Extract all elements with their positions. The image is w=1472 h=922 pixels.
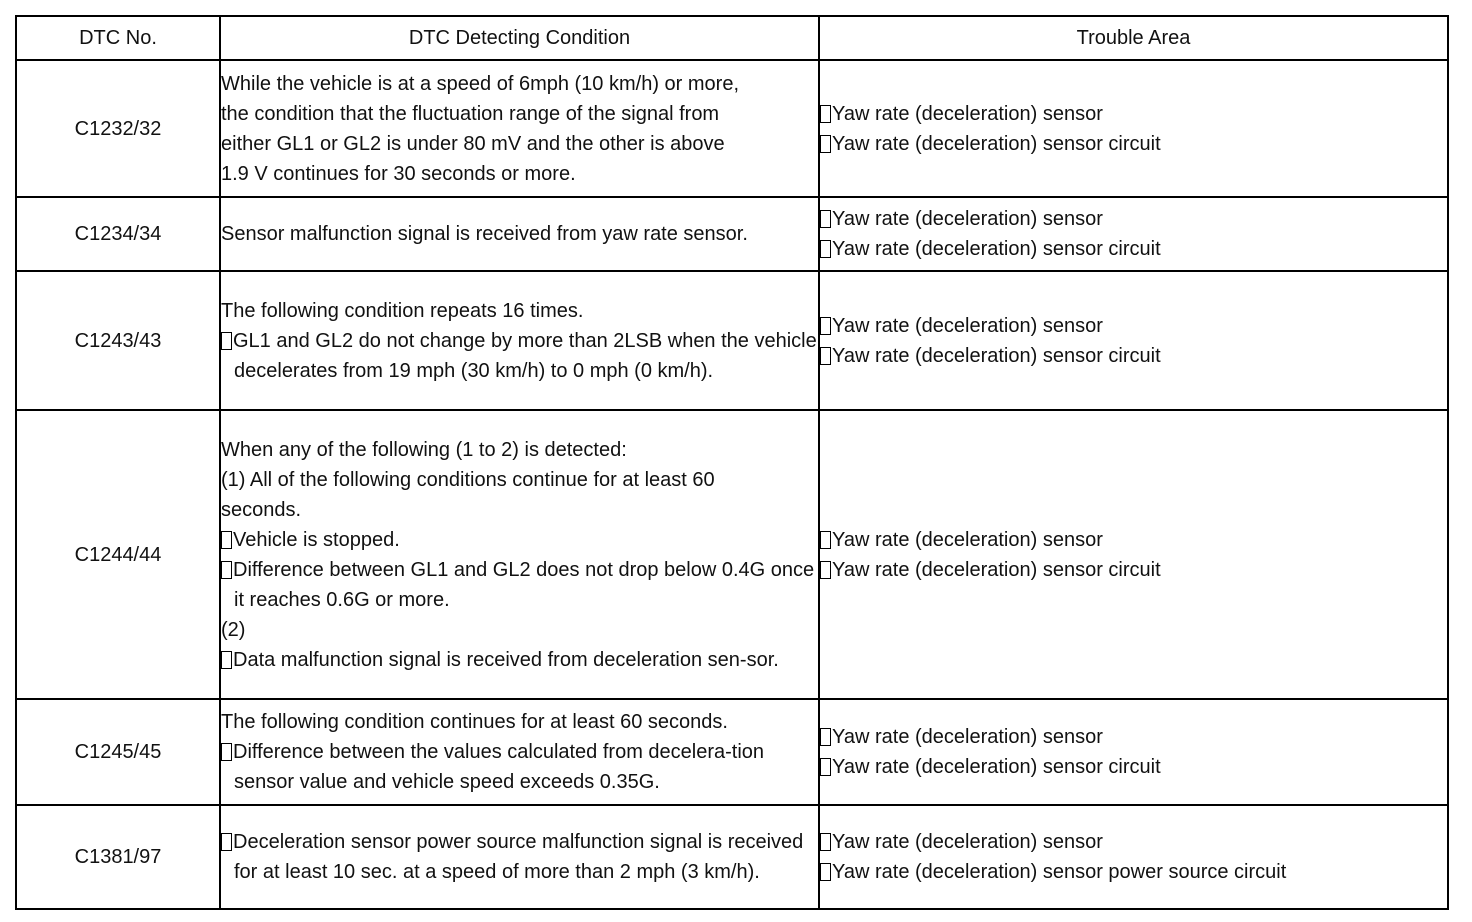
condition-line [221, 707, 818, 737]
table-row [16, 410, 1448, 699]
condition-line [221, 495, 818, 525]
detecting-condition [220, 805, 819, 909]
condition-bullet [221, 326, 818, 386]
trouble-area-text: Yaw rate (deceleration) sensor power source circuit [832, 861, 1287, 883]
trouble-area [819, 60, 1448, 197]
table-row [16, 60, 1448, 197]
checkbox-square-icon [820, 561, 831, 579]
checkbox-square-icon [820, 317, 831, 335]
condition-text: Difference between GL1 and GL2 does not drop below 0.4G once it reaches 0.6G or more. [233, 558, 815, 611]
detecting-condition [220, 699, 819, 805]
condition-line [221, 465, 818, 495]
trouble-area-text: Yaw rate (deceleration) sensor [832, 208, 1103, 230]
checkbox-square-icon [820, 758, 831, 776]
checkbox-square-icon [820, 833, 831, 851]
condition-line [221, 296, 818, 326]
trouble-area-text: Yaw rate (deceleration) sensor [832, 726, 1103, 748]
checkbox-square-icon [820, 105, 831, 123]
trouble-area [819, 271, 1448, 410]
header-row [16, 16, 1448, 60]
trouble-area-item [820, 857, 1447, 887]
table-row [16, 197, 1448, 271]
trouble-area-item [820, 555, 1447, 585]
checkbox-square-icon [221, 833, 232, 851]
checkbox-square-icon [820, 240, 831, 258]
condition-bullet [221, 737, 818, 797]
table-row [16, 699, 1448, 805]
trouble-area [819, 805, 1448, 909]
checkbox-square-icon [221, 651, 232, 669]
condition-text: Deceleration sensor power source malfunction signal is received for at least 10 sec. at a speed of more than 2 mph (3 km/h). [233, 831, 804, 883]
checkbox-square-icon [820, 135, 831, 153]
trouble-area-item [820, 234, 1447, 264]
condition-text: The following condition continues for at least 60 seconds. [221, 711, 728, 733]
checkbox-square-icon [221, 561, 232, 579]
header-detecting-condition: DTC Detecting Condition [220, 16, 819, 60]
checkbox-square-icon [820, 347, 831, 365]
condition-text: (2) [221, 618, 246, 641]
trouble-area-item [820, 311, 1447, 341]
trouble-area-item [820, 99, 1447, 129]
trouble-area-text: Yaw rate (deceleration) sensor circuit [832, 558, 1161, 581]
condition-text: When any of the following (1 to 2) is detected: [221, 438, 627, 461]
trouble-area-text: Yaw rate (deceleration) sensor [832, 314, 1103, 337]
trouble-area-item [820, 129, 1447, 159]
dtc-code: C1244/44 [16, 410, 220, 699]
trouble-area-text: Yaw rate (deceleration) sensor circuit [832, 756, 1161, 778]
condition-bullet [221, 645, 818, 675]
condition-text: (1) All of the following conditions continue for at least 60 [221, 468, 715, 491]
table-body [16, 60, 1448, 909]
checkbox-square-icon [820, 210, 831, 228]
trouble-area [819, 197, 1448, 271]
condition-text: While the vehicle is at a speed of 6mph (10 km/h) or more, [221, 72, 740, 95]
header-trouble-area: Trouble Area [819, 16, 1448, 60]
trouble-area-text: Yaw rate (deceleration) sensor [832, 102, 1103, 125]
detecting-condition [220, 197, 819, 271]
header-dtc-no: DTC No. [16, 16, 220, 60]
checkbox-square-icon [221, 743, 232, 761]
condition-text: Sensor malfunction signal is received from yaw rate sensor. [221, 223, 748, 245]
table-row [16, 805, 1448, 909]
dtc-code: C1245/45 [16, 699, 220, 805]
dtc-table [15, 15, 1449, 910]
condition-text: The following condition repeats 16 times. [221, 299, 584, 322]
trouble-area-text: Yaw rate (deceleration) sensor circuit [832, 132, 1161, 155]
trouble-area-item [820, 341, 1447, 371]
trouble-area [819, 699, 1448, 805]
condition-line [221, 159, 818, 189]
condition-line [221, 615, 818, 645]
trouble-area-text: Yaw rate (deceleration) sensor circuit [832, 238, 1161, 260]
trouble-area-text: Yaw rate (deceleration) sensor [832, 831, 1103, 853]
condition-line [221, 129, 818, 159]
trouble-area-item [820, 722, 1447, 752]
condition-bullet [221, 827, 818, 887]
trouble-area-item [820, 204, 1447, 234]
condition-text: Vehicle is stopped. [233, 528, 400, 551]
checkbox-square-icon [221, 332, 232, 350]
trouble-area-text: Yaw rate (deceleration) sensor circuit [832, 344, 1161, 367]
dtc-code: C1232/32 [16, 60, 220, 197]
trouble-area-item [820, 525, 1447, 555]
trouble-area-item [820, 827, 1447, 857]
detecting-condition [220, 60, 819, 197]
detecting-condition [220, 410, 819, 699]
condition-text: the condition that the fluctuation range of the signal from [221, 102, 720, 125]
condition-line [221, 99, 818, 129]
condition-bullet [221, 555, 818, 615]
condition-text: either GL1 or GL2 is under 80 mV and the other is above [221, 132, 725, 155]
checkbox-square-icon [820, 531, 831, 549]
table-row [16, 271, 1448, 410]
condition-text: Difference between the values calculated from decelera-tion sensor value and vehicle speed exceeds 0.35G. [233, 741, 765, 793]
condition-line [221, 69, 818, 99]
trouble-area-item [820, 752, 1447, 782]
condition-line [221, 219, 818, 249]
condition-text: GL1 and GL2 do not change by more than 2LSB when the vehicle decelerates from 19 mph (30 km/h) to 0 mph (0 km/h). [233, 329, 817, 382]
detecting-condition [220, 271, 819, 410]
checkbox-square-icon [820, 863, 831, 881]
condition-text: 1.9 V continues for 30 seconds or more. [221, 162, 576, 185]
trouble-area [819, 410, 1448, 699]
trouble-area-text: Yaw rate (deceleration) sensor [832, 528, 1103, 551]
condition-text: seconds. [221, 498, 302, 521]
dtc-code: C1243/43 [16, 271, 220, 410]
checkbox-square-icon [820, 728, 831, 746]
condition-line [221, 435, 818, 465]
dtc-code: C1381/97 [16, 805, 220, 909]
checkbox-square-icon [221, 531, 232, 549]
condition-text: Data malfunction signal is received from deceleration sen-sor. [233, 648, 779, 671]
dtc-code: C1234/34 [16, 197, 220, 271]
condition-bullet [221, 525, 818, 555]
